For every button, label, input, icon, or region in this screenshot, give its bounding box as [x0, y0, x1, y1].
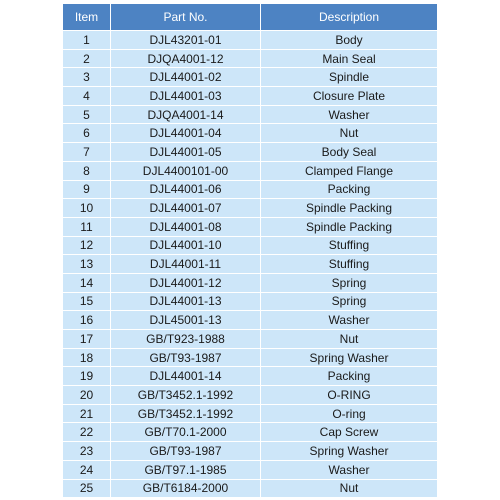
cell-item: 6: [63, 124, 111, 143]
table-row: [63, 367, 438, 386]
cell-part-no: DJL44001-03: [111, 87, 261, 106]
table-row: [63, 87, 438, 106]
table-row: [63, 236, 438, 255]
table-row: [63, 423, 438, 442]
cell-part-no: DJL44001-11: [111, 255, 261, 274]
cell-item: 12: [63, 236, 111, 255]
table-row: [63, 255, 438, 274]
cell-item: 9: [63, 180, 111, 199]
header-item: Item: [63, 4, 111, 31]
cell-description: Main Seal: [261, 49, 438, 68]
cell-description: Spring Washer: [261, 348, 438, 367]
cell-part-no: DJL44001-10: [111, 236, 261, 255]
parts-table-container: [62, 3, 437, 498]
cell-part-no: DJL44001-14: [111, 367, 261, 386]
cell-part-no: DJL45001-13: [111, 311, 261, 330]
cell-description: Packing: [261, 367, 438, 386]
header-part-no: Part No.: [111, 4, 261, 31]
cell-description: Nut: [261, 124, 438, 143]
table-row: [63, 180, 438, 199]
cell-part-no: GB/T97.1-1985: [111, 460, 261, 479]
cell-item: 7: [63, 143, 111, 162]
cell-description: Spindle Packing: [261, 199, 438, 218]
cell-item: 8: [63, 161, 111, 180]
table-row: [63, 479, 438, 498]
cell-item: 10: [63, 199, 111, 218]
table-row: [63, 161, 438, 180]
cell-description: Nut: [261, 479, 438, 498]
table-row: [63, 124, 438, 143]
cell-description: O-RING: [261, 386, 438, 405]
cell-description: Washer: [261, 105, 438, 124]
header-description: Description: [261, 4, 438, 31]
table-row: [63, 273, 438, 292]
cell-part-no: DJQA4001-12: [111, 49, 261, 68]
cell-description: Spindle Packing: [261, 217, 438, 236]
cell-description: Spring: [261, 273, 438, 292]
cell-part-no: DJL44001-07: [111, 199, 261, 218]
cell-description: Washer: [261, 460, 438, 479]
cell-item: 4: [63, 87, 111, 106]
cell-item: 22: [63, 423, 111, 442]
cell-description: Stuffing: [261, 236, 438, 255]
cell-part-no: DJL44001-12: [111, 273, 261, 292]
cell-part-no: DJQA4001-14: [111, 105, 261, 124]
cell-part-no: GB/T3452.1-1992: [111, 386, 261, 405]
cell-description: Packing: [261, 180, 438, 199]
cell-item: 15: [63, 292, 111, 311]
table-row: [63, 143, 438, 162]
cell-item: 11: [63, 217, 111, 236]
cell-part-no: GB/T93-1987: [111, 348, 261, 367]
cell-item: 20: [63, 386, 111, 405]
table-row: [63, 49, 438, 68]
cell-item: 21: [63, 404, 111, 423]
cell-part-no: DJL44001-13: [111, 292, 261, 311]
table-row: [63, 311, 438, 330]
table-row: [63, 292, 438, 311]
cell-part-no: GB/T3452.1-1992: [111, 404, 261, 423]
cell-part-no: DJL44001-08: [111, 217, 261, 236]
table-row: [63, 31, 438, 50]
cell-part-no: GB/T923-1988: [111, 330, 261, 349]
cell-item: 16: [63, 311, 111, 330]
cell-description: Cap Screw: [261, 423, 438, 442]
cell-part-no: DJL44001-02: [111, 68, 261, 87]
cell-description: Body Seal: [261, 143, 438, 162]
table-row: [63, 404, 438, 423]
cell-description: Spring: [261, 292, 438, 311]
cell-item: 1: [63, 31, 111, 50]
cell-part-no: DJL44001-04: [111, 124, 261, 143]
table-row: [63, 199, 438, 218]
cell-item: 14: [63, 273, 111, 292]
cell-part-no: GB/T6184-2000: [111, 479, 261, 498]
cell-item: 24: [63, 460, 111, 479]
cell-description: O-ring: [261, 404, 438, 423]
table-row: [63, 442, 438, 461]
cell-description: Spindle: [261, 68, 438, 87]
cell-item: 5: [63, 105, 111, 124]
cell-part-no: DJL4400101-00: [111, 161, 261, 180]
cell-item: 19: [63, 367, 111, 386]
cell-description: Washer: [261, 311, 438, 330]
cell-description: Closure Plate: [261, 87, 438, 106]
cell-description: Body: [261, 31, 438, 50]
cell-part-no: GB/T93-1987: [111, 442, 261, 461]
cell-description: Clamped Flange: [261, 161, 438, 180]
table-row: [63, 330, 438, 349]
parts-table: [62, 3, 438, 498]
table-header: [63, 4, 438, 31]
cell-item: 18: [63, 348, 111, 367]
cell-item: 23: [63, 442, 111, 461]
table-row: [63, 68, 438, 87]
cell-item: 2: [63, 49, 111, 68]
cell-description: Nut: [261, 330, 438, 349]
cell-part-no: GB/T70.1-2000: [111, 423, 261, 442]
cell-item: 13: [63, 255, 111, 274]
cell-item: 17: [63, 330, 111, 349]
header-row: [63, 4, 438, 31]
table-row: [63, 460, 438, 479]
cell-item: 25: [63, 479, 111, 498]
cell-part-no: DJL44001-06: [111, 180, 261, 199]
cell-description: Stuffing: [261, 255, 438, 274]
table-body: [63, 31, 438, 498]
cell-part-no: DJL43201-01: [111, 31, 261, 50]
cell-part-no: DJL44001-05: [111, 143, 261, 162]
table-row: [63, 386, 438, 405]
table-row: [63, 217, 438, 236]
cell-item: 3: [63, 68, 111, 87]
table-row: [63, 105, 438, 124]
table-row: [63, 348, 438, 367]
cell-description: Spring Washer: [261, 442, 438, 461]
